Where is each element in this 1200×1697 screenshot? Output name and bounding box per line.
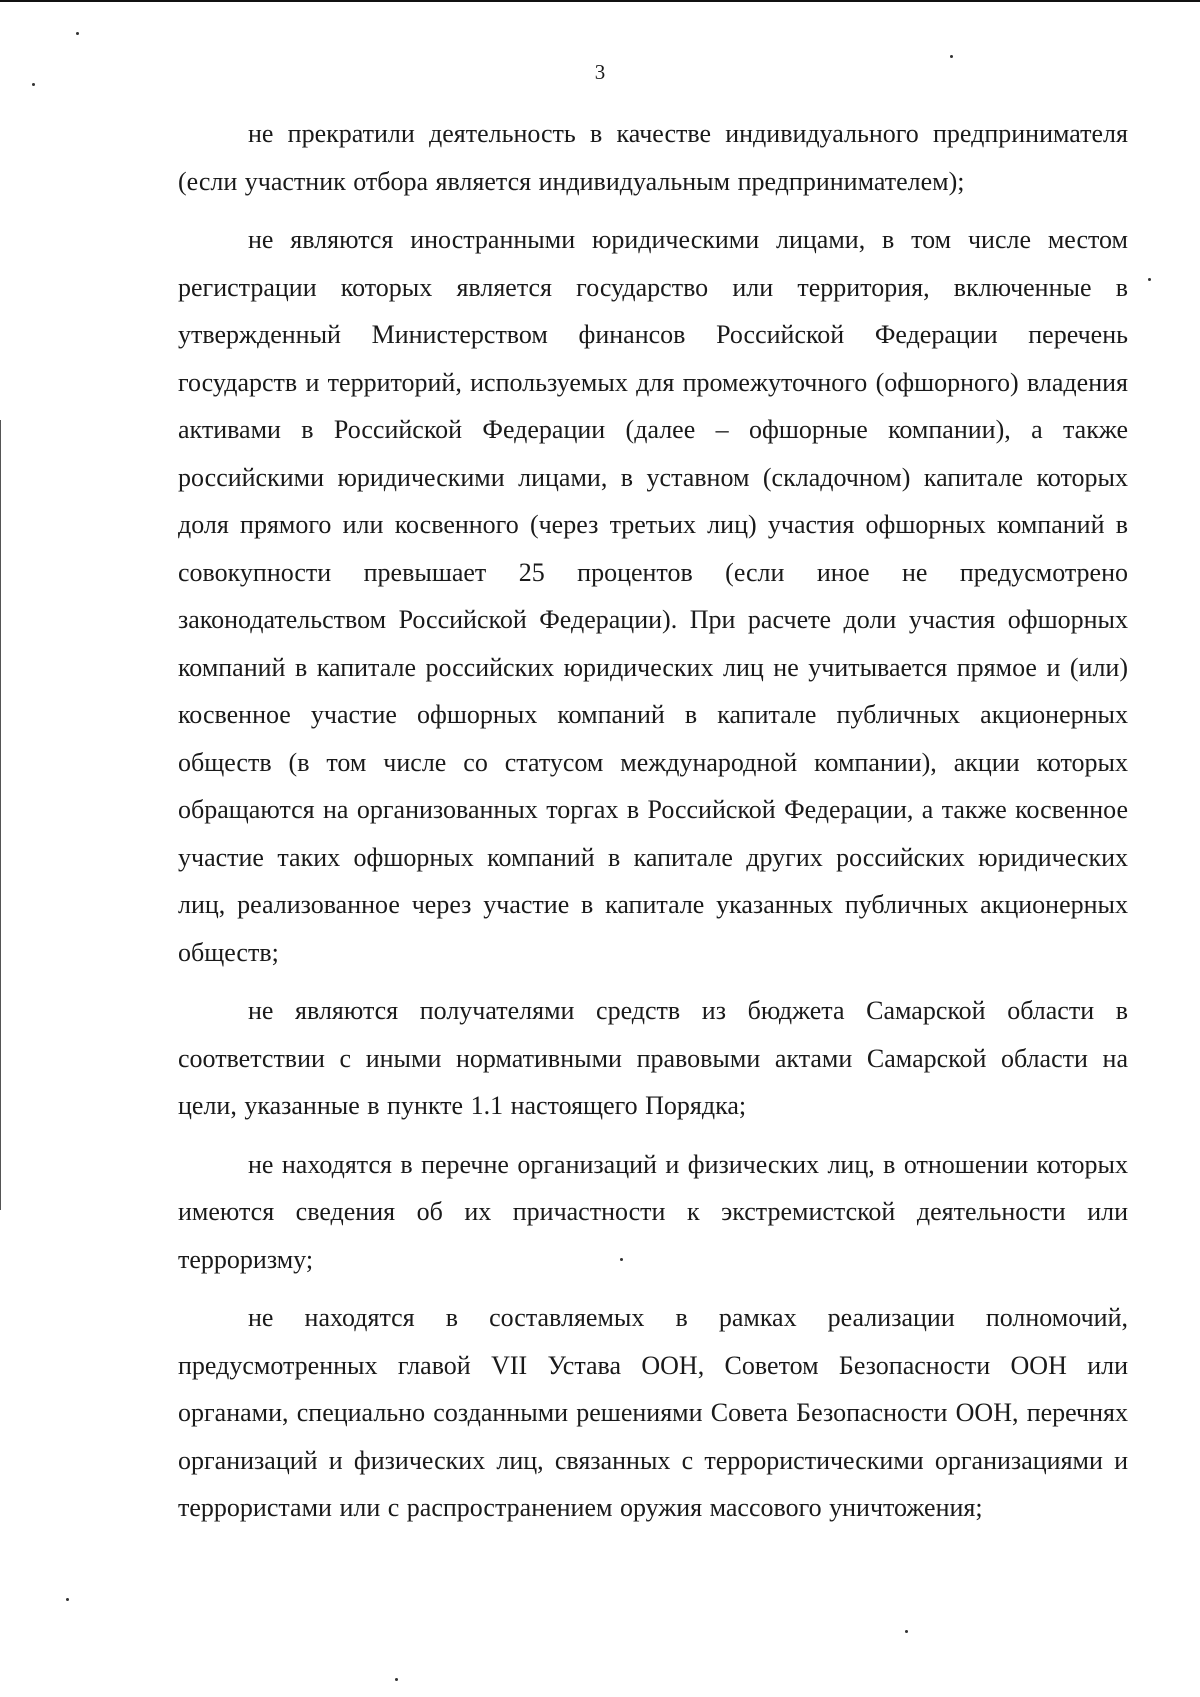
scan-speck: [905, 1630, 908, 1633]
paragraph-offshore-companies: не являются иностранными юридическими лицами, в том числе местом регистрации которых является государство или территория, включенные в утвержденный Министерством финансов Российской Федерации перечень государств и территорий, используемых для промежуточного (офшорного) владения активами в Российской Федерации (далее – офшорные компании), а также российскими юридическими лицами, в уставном (складочном) капитале которых доля прямого или косвенного (через третьих лиц) участия офшорных компаний в совокупности превышает 25 процентов (если иное не предусмотрено законодательством Российской Федерации). При расчете доли участия офшорных компаний в капитале российских юридических лиц не учитывается прямое и (или) косвенное участие офшорных компаний в капитале публичных акционерных обществ (в том числе со статусом международной компании), акции которых обращаются на организованных торгах в Российской Федерации, а также косвенное участие таких офшорных компаний в капитале других российских юридических лиц, реализованное через участие в капитале указанных публичных акционерных обществ;: [178, 225, 1128, 967]
scan-speck: [950, 55, 953, 58]
scan-speck: [76, 32, 79, 35]
scan-left-border: [0, 420, 1, 1210]
paragraph-budget-funds: не являются получателями средств из бюджета Самарской области в соответствии с иными нормативными правовыми актами Самарской области на цели, указанные в пункте 1.1 настоящего Порядка;: [178, 996, 1128, 1120]
scan-speck: [1148, 278, 1151, 281]
page-number: 3: [594, 60, 606, 84]
scan-speck: [66, 1598, 69, 1601]
paragraph-sole-proprietor-status: не прекратили деятельность в качестве индивидуального предпринимателя (если участник отбора является индивидуальным предпринимателем);: [178, 119, 1128, 196]
scan-speck: [32, 83, 35, 86]
paragraph-extremism-list: не находятся в перечне организаций и физических лиц, в отношении которых имеются сведения об их причастности к экстремистской деятельности или терроризму;: [178, 1149, 1128, 1274]
document-body: [178, 110, 1128, 1543]
scan-speck: [620, 1258, 623, 1261]
scan-top-border: [0, 0, 1200, 2]
paragraph-un-sanctions-list: не находятся в составляемых в рамках реализации полномочий, предусмотренных главой VII Устава ООН, Советом Безопасности ООН или органами, специально созданными решениями Совета Безопасности ООН, перечнях организаций и физических лиц, связанных с террористическими организациями и террористами или с распространением оружия массового уничтожения;: [178, 1303, 1128, 1522]
scan-speck: [395, 1678, 398, 1681]
